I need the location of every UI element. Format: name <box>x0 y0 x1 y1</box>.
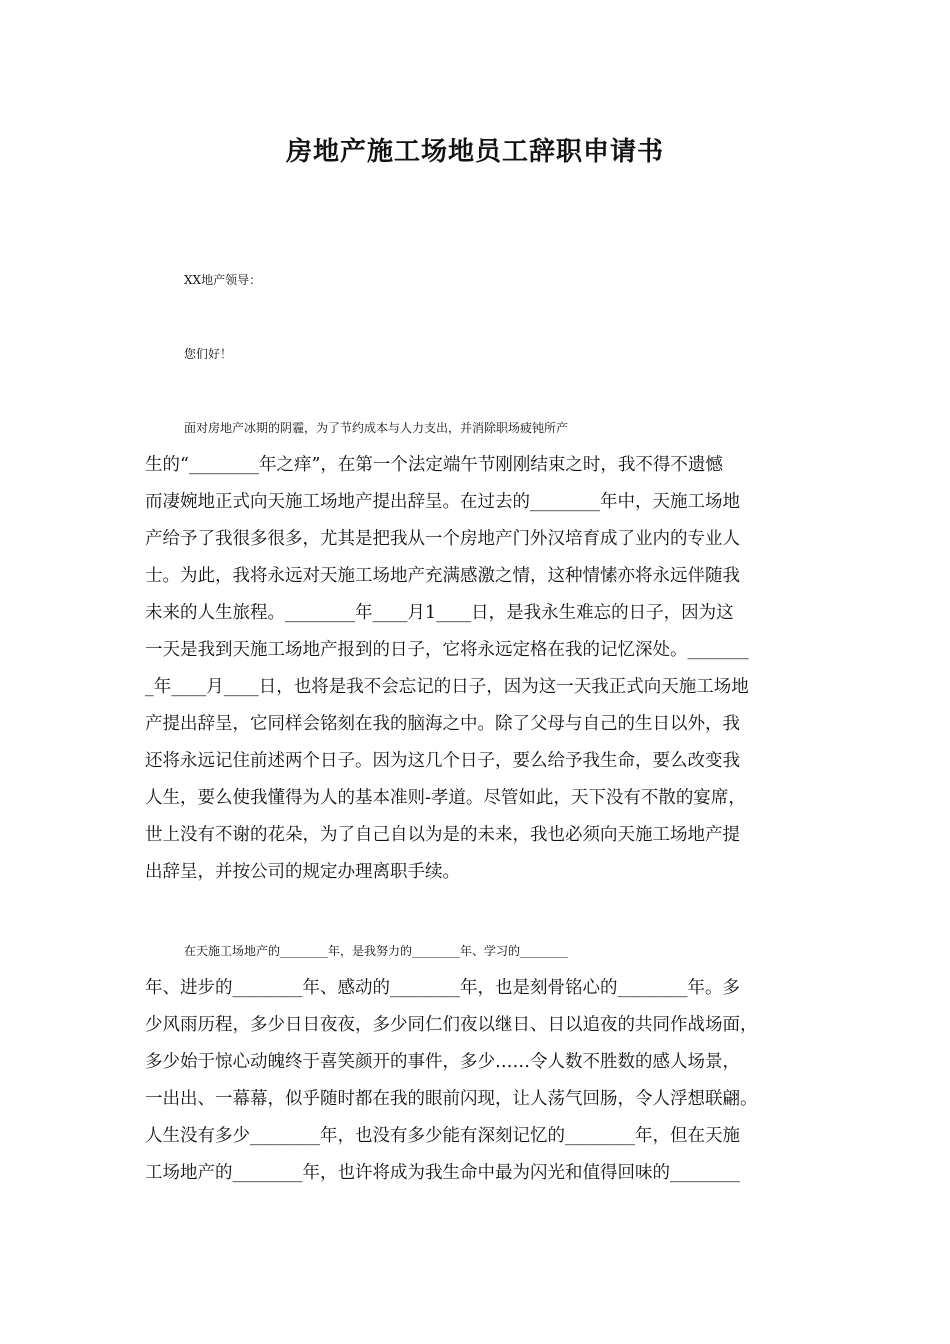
greeting: 您们好！ <box>184 347 233 361</box>
paragraph-line: 未来的人生旅程。________年____月1____日，是我永生难忘的日子，因为这 <box>145 603 734 623</box>
document-title: 房地产施工场地员工辞职申请书 <box>285 137 664 167</box>
paragraph-line: 面对房地产冰期的阴霾，为了节约成本与人力支出，并消除职场疲钝所产 <box>184 421 569 435</box>
paragraph-line: 多少始于惊心动魄终于喜笑颜开的事件，多少……令人数不胜数的感人场景， <box>145 1052 740 1072</box>
paragraph-line: 一出出、一幕幕，似乎随时都在我的眼前闪现，让人荡气回肠，令人浮想联翩。 <box>145 1089 758 1109</box>
paragraph-line: 人生，要么使我懂得为人的基本准则-孝道。尽管如此，天下没有不散的宴席， <box>145 788 746 808</box>
paragraph-line: 在天施工场地产的________年，是我努力的________年、学习的________ <box>184 944 569 958</box>
salutation: XX地产领导： <box>184 273 262 287</box>
paragraph-line: 一天是我到天施工场地产报到的日子，它将永远定格在我的记忆深处。_______ <box>145 640 749 660</box>
paragraph-line: 出辞呈，并按公司的规定办理离职手续。 <box>145 862 460 882</box>
paragraph-line: 世上没有不谢的花朵，为了自己自以为是的未来，我也必须向天施工场地产提 <box>145 825 740 845</box>
paragraph-line: _年____月____日，也将是我不会忘记的日子，因为这一天我正式向天施工场地 <box>145 677 749 697</box>
paragraph-line: 而凄婉地正式向天施工场地产提出辞呈。在过去的________年中，天施工场地 <box>145 492 740 512</box>
paragraph-line: 少风雨历程，多少日日夜夜，多少同仁们夜以继日、日以追夜的共同作战场面， <box>145 1015 758 1035</box>
paragraph-line: 士。为此，我将永远对天施工场地产充满感激之情，这种情愫亦将永远伴随我 <box>145 566 740 586</box>
paragraph-line: 产给予了我很多很多，尤其是把我从一个房地产门外汉培育成了业内的专业人 <box>145 529 740 549</box>
paragraph-line: 人生没有多少________年，也没有多少能有深刻记忆的________年，但在天施 <box>145 1126 740 1146</box>
paragraph-line: 工场地产的________年，也许将成为我生命中最为闪光和值得回味的________ <box>145 1163 740 1183</box>
paragraph-line: 产提出辞呈，它同样会铭刻在我的脑海之中。除了父母与自己的生日以外，我 <box>145 714 740 734</box>
paragraph-line: 生的“________年之痒”，在第一个法定端午节刚刚结束之时，我不得不遗憾 <box>145 455 723 475</box>
paragraph-line: 还将永远记住前述两个日子。因为这几个日子，要么给予我生命，要么改变我 <box>145 751 740 771</box>
paragraph-line: 年、进步的________年、感动的________年，也是刻骨铭心的________年。多 <box>145 978 740 998</box>
